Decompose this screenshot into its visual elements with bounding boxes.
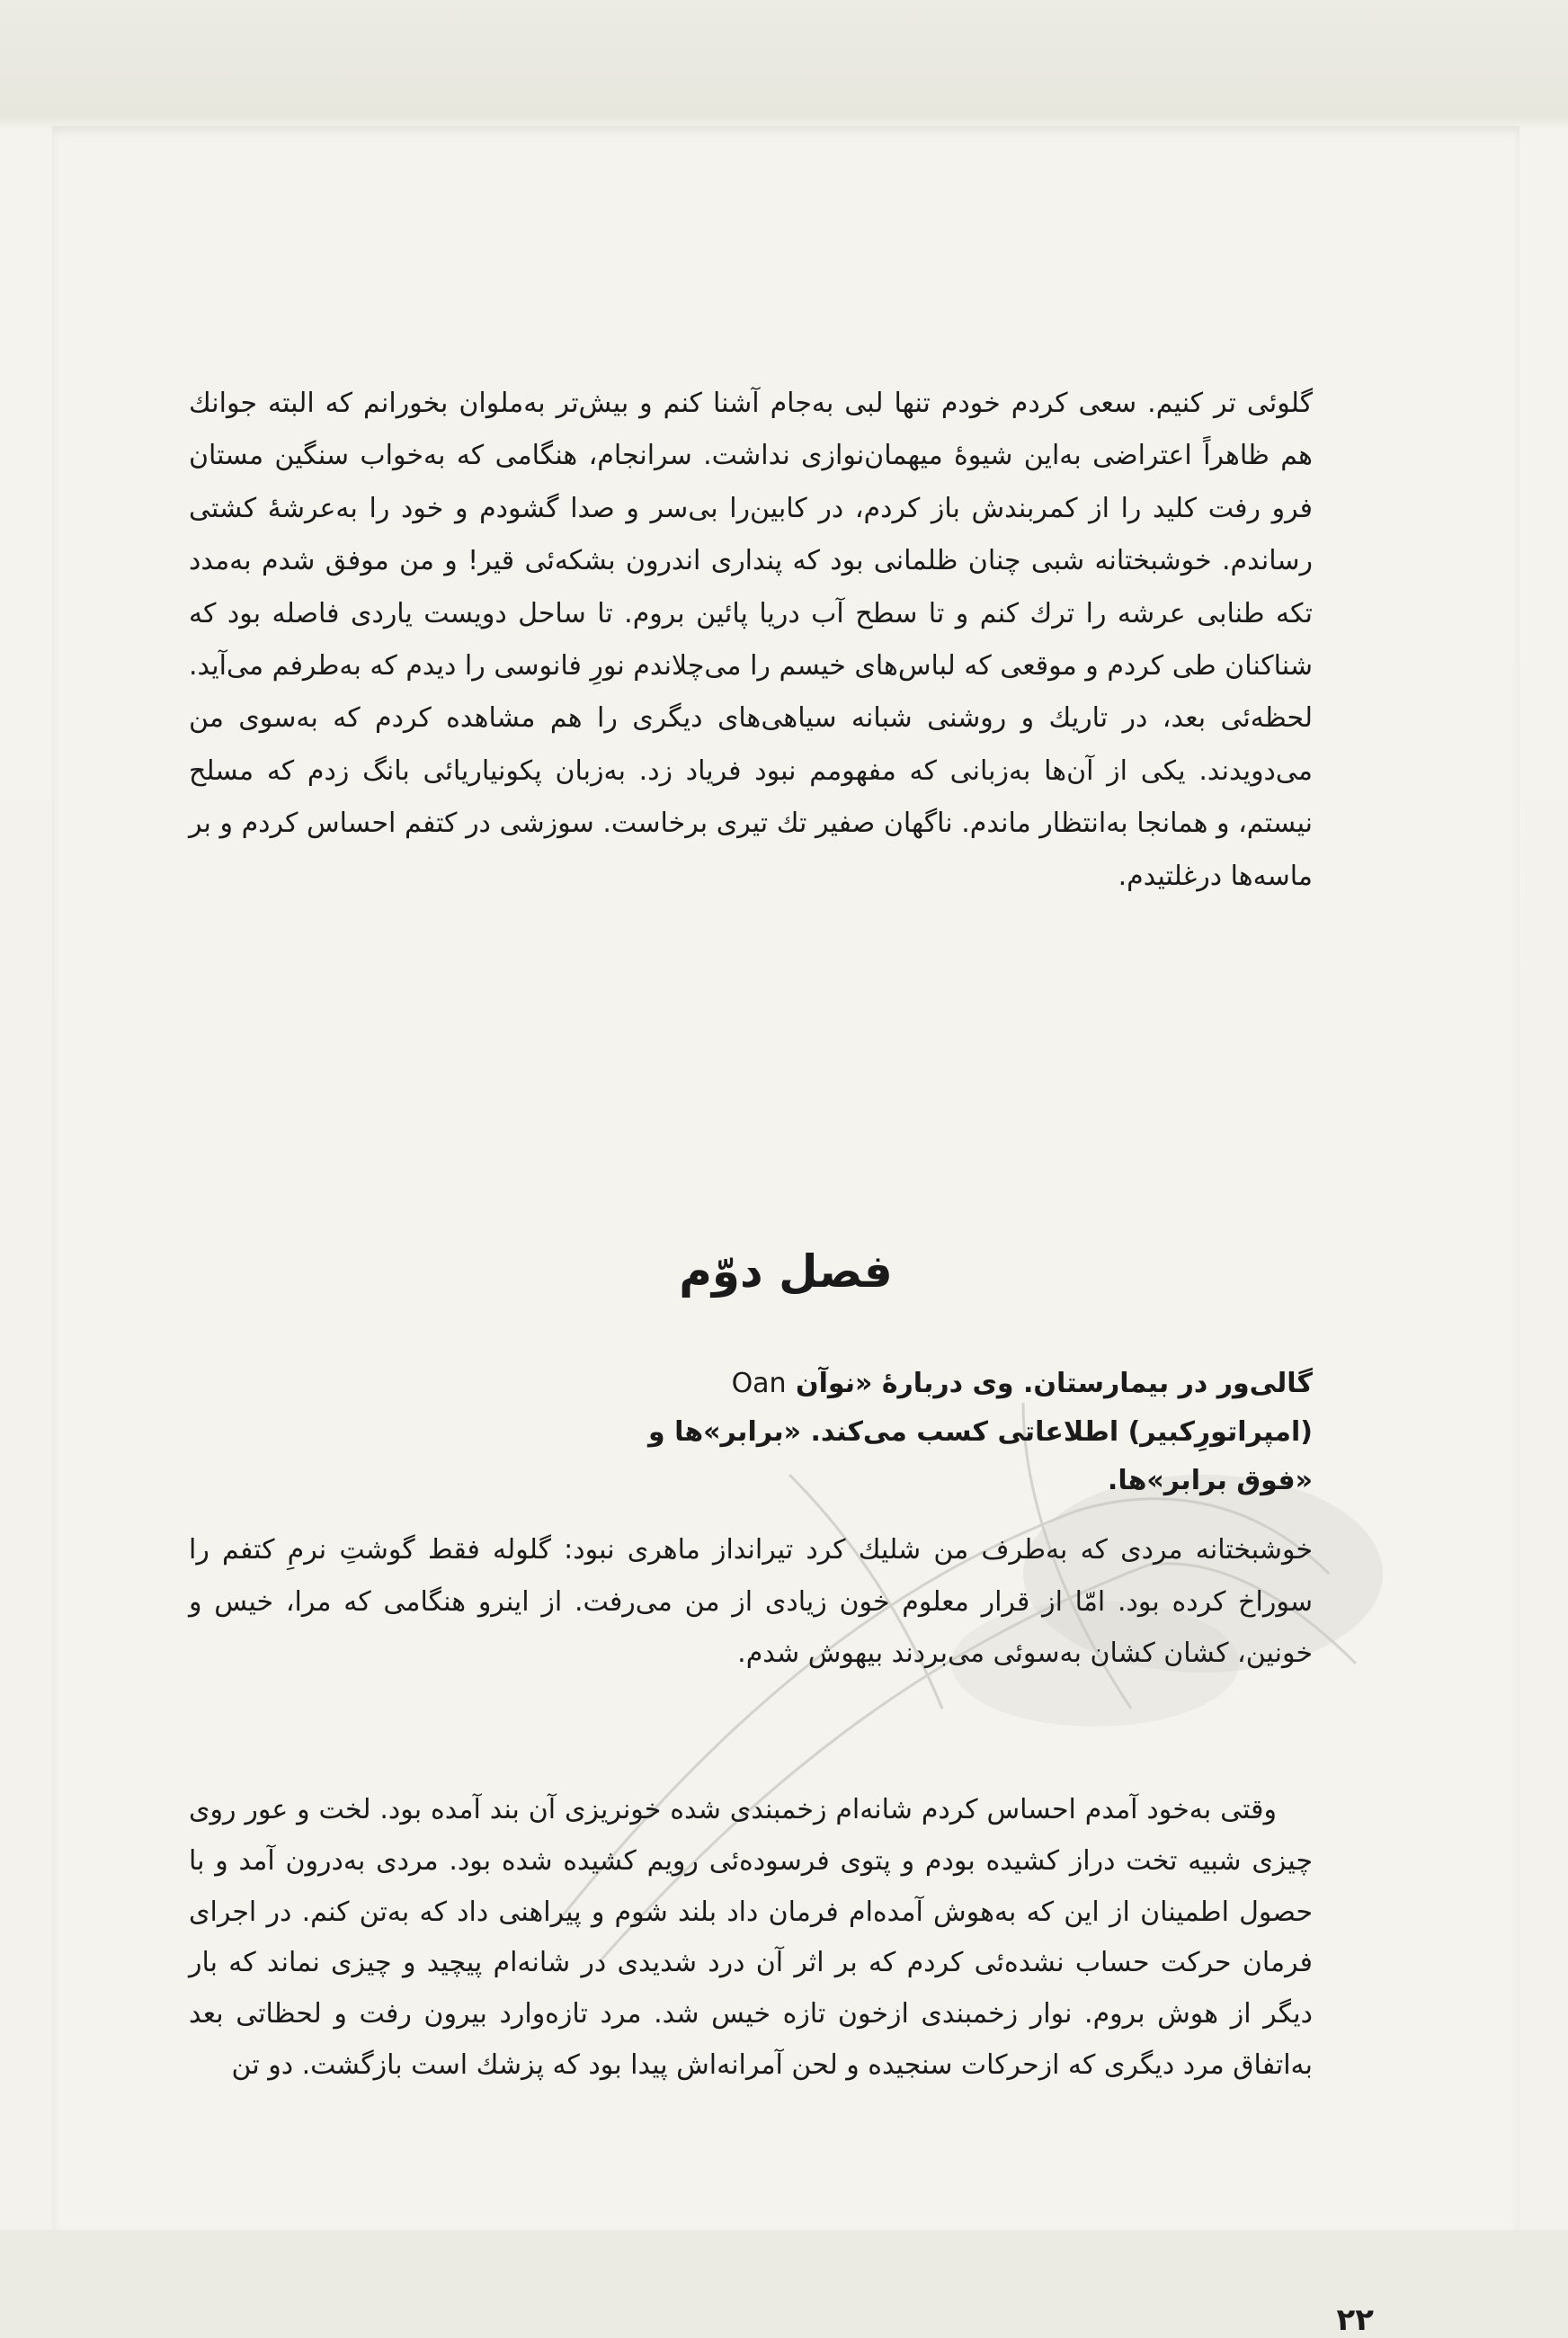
summary-line-2: (امپراتورِکبیر) اطلاعاتی کسب می‌کند. «برابر»ها و <box>647 1416 1313 1448</box>
summary-line-1-text: گالی‌ور در بیمارستان. وی دربارهٔ «نوآن <box>796 1368 1313 1399</box>
chapter-summary <box>405 1360 1313 1505</box>
summary-latin-term: Oan <box>731 1368 787 1399</box>
paragraph-continued <box>189 378 1313 903</box>
page-number: ۲۲ <box>1336 2302 1374 2338</box>
summary-line-3: «فوق برابر»ها. <box>1107 1465 1313 1496</box>
paragraph-2 <box>189 1524 1313 1680</box>
paragraph-3 <box>189 1785 1313 2092</box>
paragraph-1-text: گلوئی تر کنیم. سعی کردم خودم تنها لبی به‌جام آشنا کنم و بیش‌تر به‌ملوان بخورانم که البته جوانك هم ظاهراً اعتراضی به‌این شیوهٔ میهمان‌نوازی نداشت. سرانجام، هنگامی که به‌خواب سنگین مستان فرو رفت کلید را از کمربندش باز کردم، در کابین‌را بی‌سر و صدا گشودم و خود را به‌عرشهٔ کشتی رساندم. خوشبختانه شبی چنان ظلمانی بود که پنداری اندرون بشکه‌ئی قیر! و من موفق شدم به‌مدد تکه طنابی عرشه را ترك کنم و تا سطح آب دریا پائین بروم. تا ساحل دویست یاردی فاصله بود که شناکنان طی کردم و موقعی که لباس‌های خیسم را می‌چلاندم نورِ فانوسی را دیدم که به‌طرفم می‌آید. لحظه‌ئی بعد، در تاریك و روشنی شبانه سیاهی‌های دیگری را هم مشاهده کردم که به‌سوی من می‌دویدند. یکی از آن‌ها به‌زبانی که مفهومم نبود فریاد زد. به‌زبان پکونیاریائی بانگ زدم که مسلح نیستم، و همانجا به‌انتظار ماندم. ناگهان صفیر تك تیری برخاست. سوزشی در کتفم احساس کردم و بر ماسه‌ها درغلتیدم. <box>189 388 1313 892</box>
summary-line-1 <box>405 1360 1313 1408</box>
page-sheet <box>52 126 1519 2338</box>
paragraph-2-text: خوشبختانه مردی که به‌طرف من شلیك کرد تیرانداز ماهری نبود: گلوله فقط گوشتِ نرمِ کتفم را سوراخ کرده بود. امّا از قرار معلوم خون زیادی از من می‌رفت. از اینرو هنگامی که مرا، خیس و خونین، کشان کشان به‌سوئی می‌بردند بیهوش شدم. <box>189 1534 1313 1670</box>
paragraph-3-text: وقتی به‌خود آمدم احساس کردم شانه‌ام زخمبندی شده خونریزی آن بند آمده بود. لخت و عور روی چیزی شبیه تخت دراز کشیده بودم و پتوی فرسوده‌ئی رویم کشیده شده بود. مردی به‌درون آمد و با حصول اطمینان از این که به‌هوش آمده‌ام فرمان داد بلند شوم و پیراهنی داد که به‌تن کنم. در اجرای فرمان حرکت حساب نشده‌ئی کردم که بر اثر آن درد شدیدی در شانه‌ام پیچید و چیزی نماند که بار دیگر از هوش بروم. نوار زخمبندی ازخون تازه خیس شد. مرد تازه‌وارد بیرون رفت و لحظاتی بعد به‌اتفاق مرد دیگری که ازحرکات سنجیده و لحن آمرانه‌اش پیدا بود که پزشك است بازگشت. دو تن <box>189 1794 1313 2081</box>
chapter-title: فصل دوّم <box>679 1245 893 1298</box>
